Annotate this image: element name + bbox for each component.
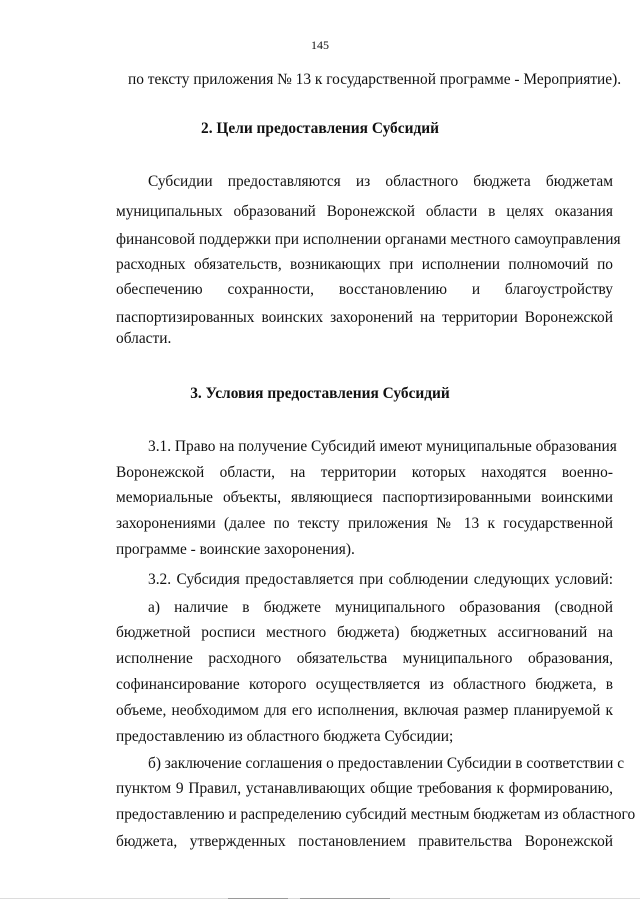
scan-artifact-line: [228, 898, 288, 899]
section-heading-conditions: 3. Условия предоставления Субсидий: [190, 385, 450, 402]
scan-artifact-line: [300, 898, 390, 899]
paragraph-line: предоставлению из областного бюджета Субсидии;: [116, 728, 454, 745]
paragraph-line: а) наличие в бюджете муниципального образования (сводной: [148, 599, 613, 616]
paragraph-line: предоставлению и распределению субсидий местным бюджетам из областного: [116, 806, 636, 823]
paragraph-line: обеспечению сохранности, восстановлению и благоустройству: [116, 281, 613, 298]
paragraph-line: исполнение расходного обязательства муниципального образования,: [116, 650, 613, 667]
paragraph-line: объеме, необходимом для его исполнения, включая размер планируемой к: [116, 702, 613, 719]
paragraph-line: 3.1. Право на получение Субсидий имеют муниципальные образования: [148, 438, 617, 455]
section-heading-goals: 2. Цели предоставления Субсидий: [201, 120, 439, 137]
paragraph-line: расходных обязательств, возникающих при исполнении полномочий по: [116, 256, 613, 273]
paragraph-line: 3.2. Субсидия предоставляется при соблюдении следующих условий:: [148, 571, 613, 588]
paragraph-line: пунктом 9 Правил, устанавливающих общие требования к формированию,: [116, 780, 613, 797]
paragraph-line: Субсидии предоставляются из областного бюджета бюджетам: [148, 173, 613, 190]
page-number: 145: [311, 38, 329, 52]
paragraph-line: софинансирование которого осуществляется из областного бюджета, в: [116, 676, 613, 693]
paragraph-line: захоронениями (далее по тексту приложения № 13 к государственной: [116, 515, 613, 532]
paragraph-line: мемориальные объекты, являющиеся паспортизированными воинскими: [116, 489, 613, 506]
paragraph-line: программе - воинские захоронения).: [116, 541, 355, 558]
paragraph-line: б) заключение соглашения о предоставлении Субсидии в соответствии с: [148, 755, 625, 772]
paragraph-line: по тексту приложения № 13 к государственной программе - Мероприятие).: [128, 71, 622, 88]
paragraph-line: паспортизированных воинских захоронений на территории Воронежской: [116, 309, 613, 326]
paragraph-line: области.: [116, 330, 172, 347]
paragraph-line: муниципальных образований Воронежской области в целях оказания: [116, 203, 613, 220]
paragraph-line: бюджета, утвержденных постановлением правительства Воронежской: [116, 833, 613, 850]
paragraph-line: финансовой поддержки при исполнении органами местного самоуправления: [116, 231, 621, 248]
paragraph-line: бюджетной росписи местного бюджета) бюджетных ассигнований на: [116, 624, 613, 641]
paragraph-line: Воронежской области, на территории которых находятся военно-: [116, 464, 613, 481]
